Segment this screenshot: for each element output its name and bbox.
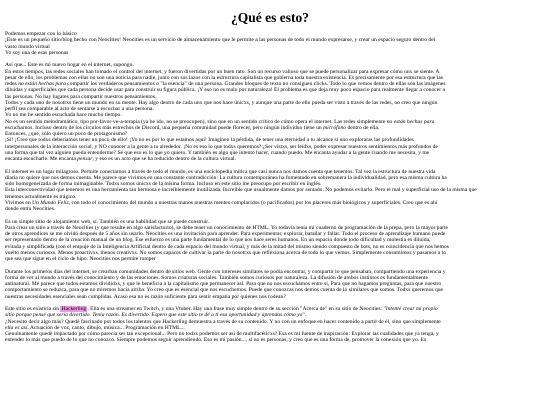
- text-line: Podemos empezar con lo básico: [5, 31, 77, 37]
- paragraph: [5, 31, 533, 56]
- text-line: vuelto menos curiosxs. Menos proactivxs, menos creativxs. No somos capaces de cultivar la parte de nosotrxs que reflexiona acerca de todo lo que vemos. Simplemente consumimos y pasamos a lo: [5, 249, 447, 256]
- text-line: las personas. No hay lugares para compartir nuestros pensamientos.: [5, 93, 157, 100]
- text-line: entender lo más que puedo de lo que no conozco. Siempre podemos seguir aprendiendo. Eso es mi pasión..., si no es personas, y creo que es una forma de, promover la conexión que yo. Es: [5, 337, 427, 344]
- text-line: comportamiento se reduzca, para que no miremos hacia arriba. Yo creo que es esencial que nos escuchemos. Puede que conozcas nos demos cuenta de lo similares que somos. Todxs queremos que: [5, 287, 444, 294]
- text-line: antinatural. Me parece que todos estamos divididxs, y que le beneficia a la capitalismo que permanecer así. Para que no nos escuchamos entre sí, Para que no hagamos preguntas, para que nuestro: [5, 281, 442, 287]
- paragraph: [5, 269, 533, 300]
- text-line: encanta escucharle. Me encanta pensar, y eso es un acto que se ha reducido dentro de la cultura virtual.: [5, 156, 236, 162]
- page-title: ¿Qué es esto?: [231, 10, 309, 25]
- text-line: diaria no quiere que nos demos cuenta. Me parece que vivimos en una constante contradicción: La cultura contemporánea ha fomentado en sobremanera la individualidad, pero esa misma cultura ha: [5, 174, 447, 181]
- paragraph: [5, 62, 533, 162]
- emphasis-text: pensar: [77, 156, 93, 162]
- text-line: No es un sentido melodramático, tipo por-favor-ve-a-terapia (ya he ido, no se preocupen), sino que en un sentido crítico de cómo opera el internet. Las redes simplemente no están hechas para: [5, 118, 435, 125]
- text-line: perfil sea comparable al acto de sentarse a escuchar a una persona.: [5, 106, 154, 112]
- text-line: Este sitio es existiría sin Hackerling. Ella es una streamer en Twitch, y una Vtuber. Hay una frase muy simple dentro de su sección "Acerca de" en su sitio de Neocities: "Intenté crear mi propio: [5, 306, 438, 312]
- emphasis-text: sitio porque pensé que sería divertido. Tenía razón. Es divertido. Espero que este sitio te dé a ti esa oportunidad y aprendas cómo yo: [5, 312, 303, 319]
- text-line: que sea que sigue en el ciclo de hipo. Neocities nos permite romper: [5, 256, 156, 262]
- text-line: El internet es un lugar milagroso. Permite conectarnos a través de todo el mundo, es una enciclopedia mítica que casi nunca nos damos cuenta que tenemos. Tal vez la estructura de nuestra vida: [5, 168, 436, 175]
- text-line: Genuinamente quedé impactado por cómo parecía ser tan excepcional... Pero no todxs podemos ser así de multifacéticxs? Esa es mi fuente de inspiración: Explorar las cualidades que ya tenga, y: [5, 331, 439, 337]
- text-line: diluidas y superficiales que cada persona decide usar para construir su figura pública. ¡Y eso no es malo por naturaleza! El problema es que deja muy poco espacio para realmente llegar a conocer a: [5, 87, 445, 94]
- text-line: Para crear un sitio a través de Neocities (y que resulte en algo satisfactorio), se debe tener un conocimiento de HTML. Yo todavía tenía mi cuaderno de programación de la prepa, pero la mayor parte: [5, 224, 448, 231]
- emphasis-text: no están hechas para: [386, 118, 435, 125]
- text-line: evitada y simplificada (con el empuje de la Inteligencia Artificial dentro de cada espacio del mundo virtual, y más de la mitad del mismo siendo compuesto de bots, no es coincidencia que nos hemos: [5, 243, 449, 250]
- paragraph: [5, 306, 533, 344]
- text-line: ¿Necesito decir algo más? Quedé fascinado por todos los talentos que Hackerling demuestra a través de su contenido. Y no con un enfoque en hacer contenido a partir de él, sino que simplemente: [5, 318, 441, 325]
- text-line: En estos tiempos, las redes sociales han tomado el control del internet, y fueron divertidas por un buen rato. Son un recurso valioso que se puede personalizar para expresar cómo unx se siente. A: [5, 68, 440, 75]
- text-line: sido homogeneizada de forma inimaginable. Todxs somos únicxs de la misma forma. Incluso en este sitio me preocupo por escribir en inglés.: [5, 181, 322, 187]
- text-line: ser representado dentro de la creación manual de un blog. Ese esfuerzo es una parte fundamental de lo que nos hace seres humanos. En un espacio donde todo dificultad y molestia es diluida,: [5, 237, 431, 244]
- text-line: Es un simple sitio de alojamiento web, sí. También es una habilidad que se puede construir.: [5, 218, 210, 225]
- text-line: vasto mundo virtual: [5, 43, 50, 50]
- text-line: una forma que tal vez alguien pueda entenderme? Sé que eso es lo que yo quiero. Y también es algo que intento hacer, cuando puedo. Me encanta ayudar a la gente cuando me necesita, y me: [5, 149, 430, 156]
- text-line: escucharnos. Incluso dentro de los círculos más estrechos de Discord, una pequeña comunidad puede florecer, pero ningún individuo tiene un micrófono dentro de ella.: [5, 124, 380, 131]
- text-line: Vivimos en Un Mundo Feliz, con todo el conocimiento del mundo a nuestras manos nuestras mentes complacidos (o pacificados) por los placeres más biológicos y superficiales. Creo que es ahí: [5, 199, 438, 206]
- text-line: Yo soy una de esas personas: [5, 49, 69, 56]
- text-line: ¡Sí! ¡Creo que todxs deberíamos tener un poco de ello! ¡Yo no es por lo que estamos aquí! Imaginen la pérdida, de tener una eternidad a tu alcance si uno exploraras las profundidades: [5, 137, 414, 144]
- text-line: Todos y cada uno de nosotrxs tiene un mundo en su mente. Hay algo dentro de cada unx que nos hace únicxs, y aunque una parte de ello pueda ser visto a través de las redes, no creo que ningún: [5, 99, 438, 106]
- text-line: de otros aprendices se me olvidó después de 5 años sin usarlo. Neocities es una invitación para aprender. Para experimentar, explorar, batallar y fallar. Todo el proceso de aprendizaje humano puede: [5, 231, 446, 237]
- emphasis-text: Intenté crear mi propio: [385, 306, 438, 312]
- text-line: Esta interconectividad que tenemos es una herramienta tan hermosa e increíblemente inutilizada. Increíble que usualmente damos por sentado. No podemos evitarlo. Pero el mal y superficial uso de la misma que: [5, 187, 477, 194]
- paragraph: [5, 169, 533, 213]
- emphasis-text: Un Mundo Feliz: [32, 199, 69, 206]
- text-line: tenemos actualmente es trágico.: [5, 193, 77, 200]
- text-line: forma de ver al mundo a través del conocimiento y de las emociones. Somos criaturas sociales. También somos curiosos por naturaleza. La difusión de ambos instintos es fundamentalmente: [5, 274, 428, 281]
- text-line: pesar de ello, los problemas con ellas no son una noticia para nadie, junto con sus lazos con la estructura capitalista que gobierna toda nuestra existencia. Es precisamente por esa estructura que las: [5, 74, 443, 81]
- text-line: redes no están hechas para compartir los verdaderos pensamientos o "la esencia" de una persona. Grandes bloques de texto no consiguen clicks. Todo lo que vemos dentro de ellas son las imágenes: [5, 81, 446, 87]
- emphasis-text: no están hechas para: [18, 81, 66, 87]
- text-line: ella es así. Actuación de voz, canto, dibujo, música... Programación en HTML...: [5, 324, 185, 331]
- article-body: [5, 31, 533, 344]
- text-line: donde entra Neocities.: [5, 206, 56, 212]
- paragraph: [5, 219, 533, 263]
- text-line: Así que... Este es mi nuevo hogar en el internet, supongo.: [5, 62, 134, 69]
- emphasis-text: ella es así.: [5, 324, 29, 331]
- text-line: Entonces, ¿qué, sólo quiero un poco de protagonismo?: [5, 131, 128, 137]
- text-line: interpersonales de la interacción social, y NO conocer a la gente a tu alrededor. ¡No es eso lo que todxs queremos? ¿Ser vistxs, ser leídxs, poder expresar nuestros sentimientos más profundos de: [5, 143, 438, 150]
- highlighted-name[interactable]: Hackerling: [61, 306, 87, 312]
- text-line: nuestras necesidades esenciales sean cumplidas. Acaso esa no es razón suficiente para sentir empatía por quienes nos rodean?: [5, 293, 286, 300]
- emphasis-text: micrófono: [323, 124, 347, 131]
- text-line: Yo no me he sentido escuchada hace mucho tiempo.: [5, 112, 122, 119]
- text-line: Durante los primeros días del internet, se crearban comunidades dentro de sitios web. Gente con intereses similares se podía encontrar, y compartir lo que pensaban, compartiendo una experiencia y: [5, 268, 446, 275]
- text-line: ¡Este es un pequeño sitio/blog hecho con Neocities! Neocities es un servicio de almacenamiento que le permite a las personas de todo el mundo expresarse, y crear un espacio seguro dentro del: [5, 37, 436, 44]
- text-line: sitio porque pensé que sería divertido. Tenía razón. Es divertido. Espero que este sitio te dé a ti esa oportunidad y aprendas cómo yo".: [5, 312, 307, 319]
